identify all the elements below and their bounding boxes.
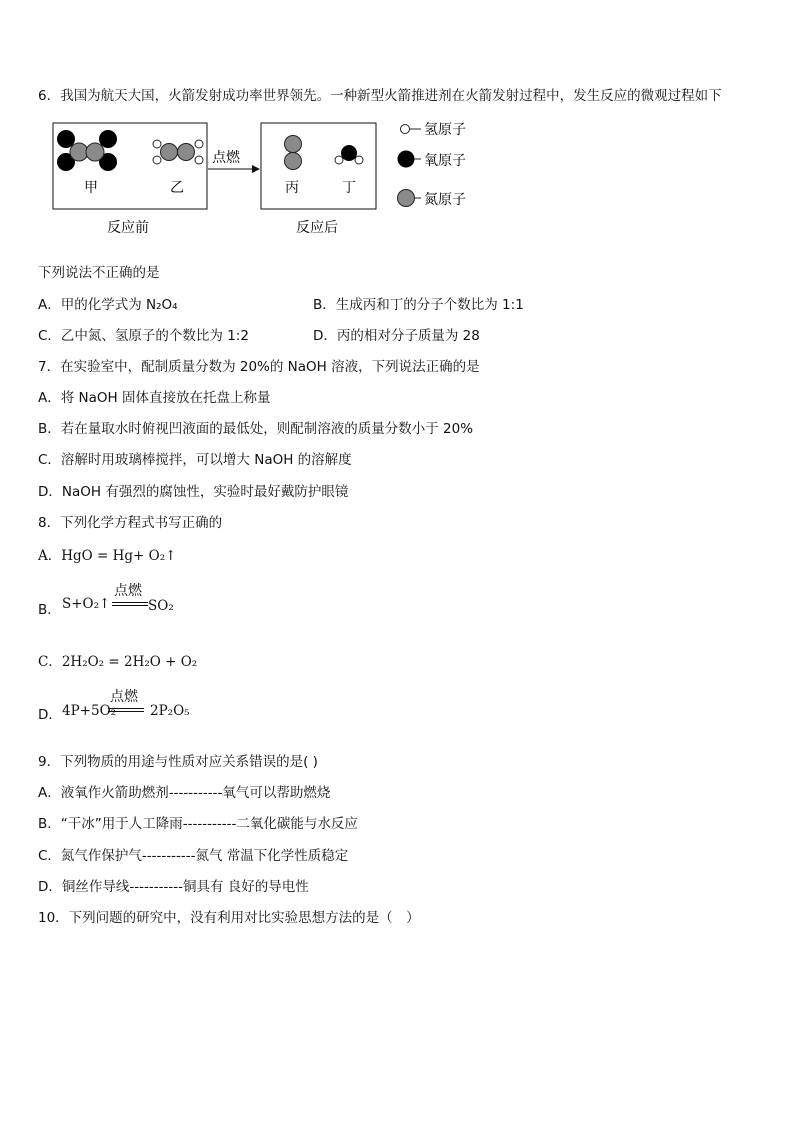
equation-d-left: 4P+5O₂ (62, 703, 117, 719)
q8-option-d[interactable]: D． 4P+5O₂ 点燃 2P₂O₅ (38, 685, 238, 725)
label-ding: 丁 (342, 180, 356, 196)
molecule-yi (153, 140, 203, 164)
legend-nitrogen (398, 190, 467, 209)
q8-option-a[interactable]: A．HgO = Hg+ O₂↑ (38, 548, 177, 564)
equation-b-right: SO₂ (148, 598, 174, 614)
equation-c: 2H₂O₂ = 2H₂O + O₂ (61, 654, 198, 670)
q8-stem: 8．下列化学方程式书写正确的 (38, 515, 223, 531)
equation-d-right: 2P₂O₅ (150, 703, 190, 719)
svg-text:氮原子: 氮原子 (424, 192, 466, 208)
legend-hydrogen (401, 122, 467, 138)
q9-stem: 9．下列物质的用途与性质对应关系错误的是( ) (38, 754, 318, 770)
q6-option-c[interactable]: C．乙中氮、氢原子的个数比为 1:2 (38, 328, 249, 344)
q6-option-d[interactable]: D．丙的相对分子质量为 28 (313, 328, 480, 344)
q8-option-b[interactable]: B． S+O₂↑ 点燃 SO₂ (38, 578, 238, 618)
legend-oxygen (398, 151, 467, 170)
q7-option-b[interactable]: B．若在量取水时俯视凹液面的最低处，则配制溶液的质量分数小于 20% (38, 421, 474, 437)
condition-b: 点燃 (114, 583, 142, 599)
q9-option-b[interactable]: B．“干冰”用于人工降雨-----------二氧化碳能与水反应 (38, 816, 358, 832)
q7-option-d[interactable]: D．NaOH 有强烈的腐蚀性，实验时最好戴防护眼镜 (38, 484, 349, 500)
molecule-jia (57, 130, 117, 171)
condition-d: 点燃 (110, 689, 138, 705)
molecule-bing (285, 136, 302, 170)
arrow-condition: 点燃 (212, 150, 240, 166)
q8-option-c[interactable]: C．2H₂O₂ = 2H₂O + O₂ (38, 654, 198, 670)
q10-stem: 10．下列问题的研究中，没有利用对比实验思想方法的是（ ） (38, 910, 420, 926)
q6-option-b[interactable]: B．生成丙和丁的分子个数比为 1:1 (313, 297, 524, 313)
equation-b-left: S+O₂↑ (62, 596, 111, 612)
q7-option-a[interactable]: A．将 NaOH 固体直接放在托盘上称量 (38, 390, 271, 406)
q6-option-a[interactable]: A．甲的化学式为 N₂O₄ (38, 297, 178, 313)
reaction-diagram (0, 110, 794, 240)
q9-option-d[interactable]: D．铜丝作导线-----------铜具有 良好的导电性 (38, 879, 309, 895)
label-jia: 甲 (84, 180, 98, 196)
caption-before: 反应前 (107, 220, 149, 236)
equation-a: HgO = Hg+ O₂↑ (61, 548, 177, 564)
label-bing: 丙 (285, 180, 299, 196)
q9-option-c[interactable]: C．氮气作保护气-----------氮气 常温下化学性质稳定 (38, 848, 349, 864)
q6-stem: 6．我国为航天大国，火箭发射成功率世界领先。一种新型火箭推进剂在火箭发射过程中，发生反应的微观过程如下 (38, 88, 722, 104)
molecule-ding (335, 145, 363, 164)
svg-text:氧原子: 氧原子 (424, 153, 466, 169)
after-box (261, 123, 376, 209)
q6-prompt: 下列说法不正确的是 (38, 265, 160, 281)
label-yi: 乙 (170, 180, 184, 196)
q7-option-c[interactable]: C．溶解时用玻璃棒搅拌，可以增大 NaOH 的溶解度 (38, 452, 352, 468)
before-box (53, 123, 207, 209)
q9-option-a[interactable]: A．液氧作火箭助燃剂-----------氧气可以帮助燃烧 (38, 785, 331, 801)
caption-after: 反应后 (296, 220, 338, 236)
svg-text:氢原子: 氢原子 (424, 122, 466, 138)
q7-stem: 7．在实验室中，配制质量分数为 20%的 NaOH 溶液，下列说法正确的是 (38, 359, 480, 375)
